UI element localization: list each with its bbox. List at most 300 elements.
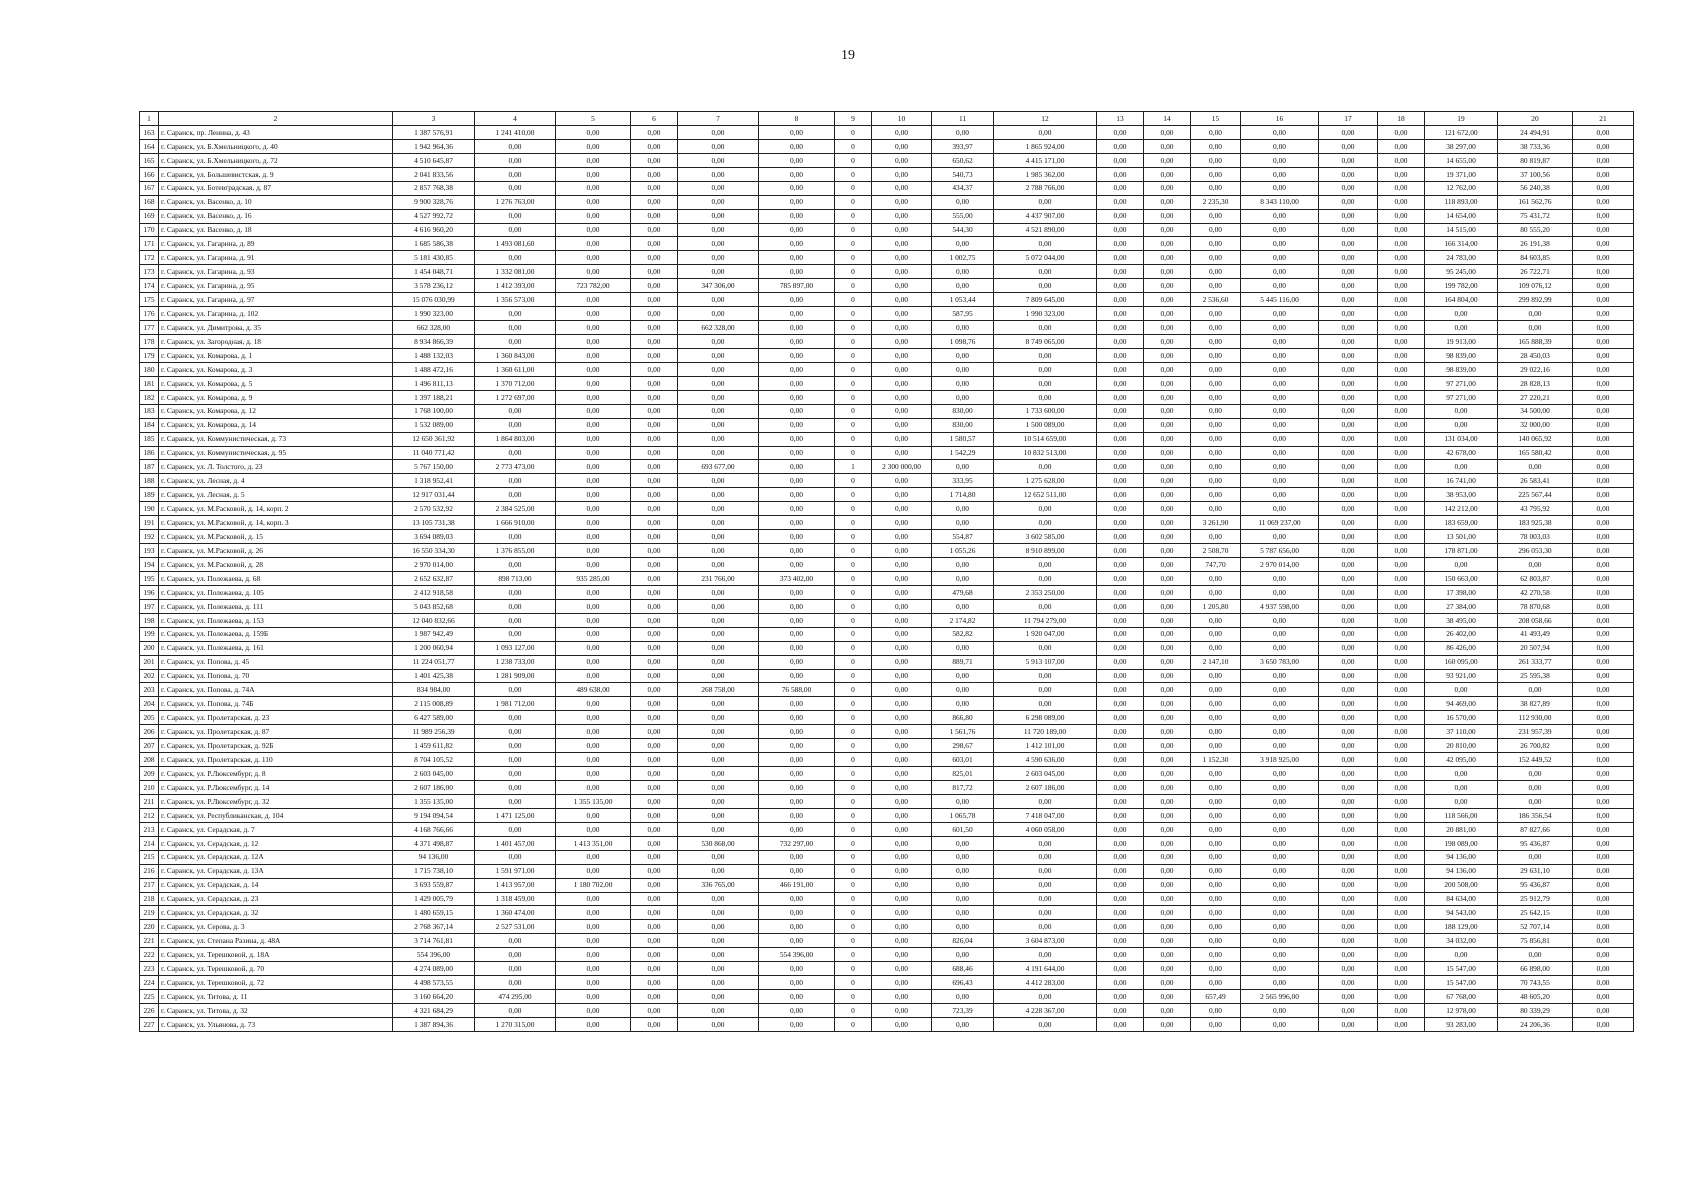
amount-cell: 2 565 996,00 <box>1241 990 1319 1004</box>
amount-cell: 0,00 <box>1191 1004 1241 1018</box>
column-number-cell: 17 <box>1319 112 1378 126</box>
amount-cell: 0,00 <box>678 1004 759 1018</box>
amount-cell: 0,00 <box>994 195 1097 209</box>
amount-cell: 186 356,54 <box>1498 808 1573 822</box>
amount-cell: 0,00 <box>759 432 835 446</box>
amount-cell: 1 401 457,00 <box>475 836 556 850</box>
amount-cell: 0,00 <box>1097 571 1144 585</box>
amount-cell: 0,00 <box>1319 627 1378 641</box>
amount-cell: 78 870,68 <box>1498 599 1573 613</box>
amount-cell: 0,00 <box>759 153 835 167</box>
amount-cell: 1 200 060,94 <box>393 641 475 655</box>
amount-cell: 0,00 <box>1573 544 1634 558</box>
amount-cell: 662 328,00 <box>678 321 759 335</box>
amount-cell: 38 953,00 <box>1425 488 1498 502</box>
amount-cell: 3 714 761,81 <box>393 934 475 948</box>
amount-cell: 0 <box>835 808 872 822</box>
amount-cell: 582,82 <box>932 627 994 641</box>
amount-cell: 25 912,79 <box>1498 892 1573 906</box>
amount-cell: 1 387 576,91 <box>393 125 475 139</box>
amount-cell: 889,71 <box>932 655 994 669</box>
amount-cell: 0,00 <box>1573 516 1634 530</box>
amount-cell: 0,00 <box>994 864 1097 878</box>
amount-cell: 0,00 <box>1319 502 1378 516</box>
amount-cell: 0 <box>835 209 872 223</box>
amount-cell: 0,00 <box>872 934 932 948</box>
column-number-cell: 7 <box>678 112 759 126</box>
amount-cell: 19 913,00 <box>1425 335 1498 349</box>
amount-cell: 0,00 <box>1241 167 1319 181</box>
amount-cell: 0,00 <box>1241 446 1319 460</box>
amount-cell: 0,00 <box>631 697 678 711</box>
amount-cell: 0 <box>835 265 872 279</box>
amount-cell: 0,00 <box>1498 794 1573 808</box>
amount-cell: 0,00 <box>1378 139 1425 153</box>
amount-cell: 0,00 <box>1097 488 1144 502</box>
amount-cell: 0,00 <box>1241 335 1319 349</box>
amount-cell: 0,00 <box>759 390 835 404</box>
amount-cell: 0,00 <box>872 376 932 390</box>
amount-cell: 0,00 <box>872 711 932 725</box>
table-row <box>140 223 1634 237</box>
amount-cell: 0,00 <box>1097 237 1144 251</box>
amount-cell: 0,00 <box>1144 697 1191 711</box>
row-index-cell: 227 <box>140 1017 159 1031</box>
amount-cell: 0,00 <box>932 502 994 516</box>
amount-cell: 0,00 <box>1573 1017 1634 1031</box>
amount-cell: 0,00 <box>556 167 631 181</box>
amount-cell: 0,00 <box>678 753 759 767</box>
row-index-cell: 210 <box>140 781 159 795</box>
amount-cell: 0,00 <box>872 418 932 432</box>
amount-cell: 0,00 <box>994 1017 1097 1031</box>
amount-cell: 0,00 <box>1378 418 1425 432</box>
amount-cell: 5 445 116,00 <box>1241 293 1319 307</box>
amount-cell: 0,00 <box>932 906 994 920</box>
amount-cell: 0,00 <box>759 237 835 251</box>
address-cell: г. Саранск, ул. Лесная, д. 5 <box>159 488 393 502</box>
amount-cell: 0,00 <box>475 850 556 864</box>
amount-cell: 0,00 <box>631 864 678 878</box>
amount-cell: 0,00 <box>759 460 835 474</box>
amount-cell: 0,00 <box>678 976 759 990</box>
amount-cell: 24 206,36 <box>1498 1017 1573 1031</box>
amount-cell: 14 655,00 <box>1425 153 1498 167</box>
amount-cell: 0,00 <box>1144 683 1191 697</box>
amount-cell: 0,00 <box>1378 195 1425 209</box>
amount-cell: 0,00 <box>759 167 835 181</box>
amount-cell: 0,00 <box>932 948 994 962</box>
amount-cell: 0,00 <box>1191 335 1241 349</box>
amount-cell: 0,00 <box>1573 976 1634 990</box>
column-number-cell: 15 <box>1191 112 1241 126</box>
table-row <box>140 432 1634 446</box>
amount-cell: 0 <box>835 195 872 209</box>
amount-cell: 0,00 <box>475 948 556 962</box>
amount-cell: 0,00 <box>1097 265 1144 279</box>
amount-cell: 540,73 <box>932 167 994 181</box>
amount-cell: 6 427 589,00 <box>393 711 475 725</box>
amount-cell: 0,00 <box>994 390 1097 404</box>
amount-cell: 1 987 942,49 <box>393 627 475 641</box>
amount-cell: 0,00 <box>631 390 678 404</box>
amount-cell: 0,00 <box>1378 530 1425 544</box>
amount-cell: 0,00 <box>631 460 678 474</box>
row-index-cell: 194 <box>140 558 159 572</box>
amount-cell: 0,00 <box>475 753 556 767</box>
amount-cell: 0,00 <box>1573 669 1634 683</box>
amount-cell: 0,00 <box>631 1017 678 1031</box>
amount-cell: 0 <box>835 502 872 516</box>
amount-cell: 0,00 <box>1191 153 1241 167</box>
amount-cell: 817,72 <box>932 781 994 795</box>
amount-cell: 336 765,00 <box>678 878 759 892</box>
amount-cell: 0,00 <box>1144 878 1191 892</box>
row-index-cell: 207 <box>140 739 159 753</box>
amount-cell: 0,00 <box>631 223 678 237</box>
amount-cell: 0,00 <box>1144 237 1191 251</box>
amount-cell: 0,00 <box>678 335 759 349</box>
row-index-cell: 180 <box>140 362 159 376</box>
amount-cell: 1 355 135,00 <box>556 794 631 808</box>
table-row <box>140 850 1634 864</box>
amount-cell: 0,00 <box>1191 167 1241 181</box>
amount-cell: 62 803,87 <box>1498 571 1573 585</box>
amount-cell: 0,00 <box>1319 613 1378 627</box>
row-index-cell: 189 <box>140 488 159 502</box>
address-cell: г. Саранск, ул. Серадская, д. 12А <box>159 850 393 864</box>
amount-cell: 0,00 <box>1144 139 1191 153</box>
address-cell: г. Саранск, ул. Серадская, д. 23 <box>159 892 393 906</box>
amount-cell: 0 <box>835 767 872 781</box>
amount-cell: 0,00 <box>556 781 631 795</box>
table-row <box>140 613 1634 627</box>
amount-cell: 0,00 <box>678 906 759 920</box>
amount-cell: 0,00 <box>556 209 631 223</box>
amount-cell: 0,00 <box>759 808 835 822</box>
amount-cell: 0,00 <box>1097 976 1144 990</box>
amount-cell: 0,00 <box>1241 237 1319 251</box>
amount-cell: 0,00 <box>1241 585 1319 599</box>
amount-cell: 0,00 <box>1191 321 1241 335</box>
table-row <box>140 697 1634 711</box>
amount-cell: 0,00 <box>556 850 631 864</box>
amount-cell: 0 <box>835 307 872 321</box>
amount-cell: 4 321 684,29 <box>393 1004 475 1018</box>
amount-cell: 97 271,00 <box>1425 390 1498 404</box>
table-row <box>140 627 1634 641</box>
amount-cell: 0,00 <box>556 892 631 906</box>
row-index-cell: 211 <box>140 794 159 808</box>
amount-cell: 0,00 <box>1241 962 1319 976</box>
address-cell: г. Саранск, ул. Б.Хмельницкого, д. 72 <box>159 153 393 167</box>
amount-cell: 0,00 <box>1241 1004 1319 1018</box>
amount-cell: 11 224 051,77 <box>393 655 475 669</box>
amount-cell: 0,00 <box>556 502 631 516</box>
amount-cell: 0,00 <box>631 446 678 460</box>
amount-cell: 0,00 <box>556 418 631 432</box>
row-index-cell: 186 <box>140 446 159 460</box>
amount-cell: 0,00 <box>1573 934 1634 948</box>
amount-cell: 165 888,39 <box>1498 335 1573 349</box>
amount-cell: 0,00 <box>1319 878 1378 892</box>
amount-cell: 0,00 <box>994 265 1097 279</box>
amount-cell: 0,00 <box>1319 362 1378 376</box>
amount-cell: 32 000,00 <box>1498 418 1573 432</box>
amount-cell: 0,00 <box>475 739 556 753</box>
amount-cell: 0,00 <box>1319 655 1378 669</box>
amount-cell: 0,00 <box>1241 697 1319 711</box>
amount-cell: 0,00 <box>1378 251 1425 265</box>
amount-cell: 723,39 <box>932 1004 994 1018</box>
address-cell: г. Саранск, ул. Терешковой, д. 18А <box>159 948 393 962</box>
address-cell: г. Саранск, ул. Полежаева, д. 68 <box>159 571 393 585</box>
amount-cell: 0,00 <box>1191 418 1241 432</box>
amount-cell: 0,00 <box>1498 321 1573 335</box>
amount-cell: 0,00 <box>1097 822 1144 836</box>
table-row <box>140 404 1634 418</box>
amount-cell: 0,00 <box>1319 404 1378 418</box>
amount-cell: 0,00 <box>872 599 932 613</box>
amount-cell: 3 578 236,12 <box>393 279 475 293</box>
address-cell: г. Саранск, ул. Полежаева, д. 111 <box>159 599 393 613</box>
column-number-cell: 2 <box>159 112 393 126</box>
amount-cell: 0,00 <box>1573 530 1634 544</box>
amount-cell: 0,00 <box>556 669 631 683</box>
amount-cell: 0,00 <box>1241 892 1319 906</box>
amount-cell: 0 <box>835 362 872 376</box>
amount-cell: 1 413 957,00 <box>475 878 556 892</box>
amount-cell: 0,00 <box>872 739 932 753</box>
row-index-cell: 176 <box>140 307 159 321</box>
amount-cell: 0,00 <box>1241 125 1319 139</box>
address-cell: г. Саранск, ул. Р.Люксембург, д. 8 <box>159 767 393 781</box>
amount-cell: 0,00 <box>631 990 678 1004</box>
amount-cell: 0,00 <box>1319 962 1378 976</box>
table-row <box>140 530 1634 544</box>
amount-cell: 0,00 <box>631 850 678 864</box>
table-row <box>140 711 1634 725</box>
amount-cell: 0,00 <box>872 293 932 307</box>
amount-cell: 0,00 <box>932 265 994 279</box>
amount-cell: 14 654,00 <box>1425 209 1498 223</box>
amount-cell: 80 819,87 <box>1498 153 1573 167</box>
address-cell: г. Саранск, ул. Серова, д. 3 <box>159 920 393 934</box>
amount-cell: 554 396,00 <box>393 948 475 962</box>
amount-cell: 0 <box>835 794 872 808</box>
amount-cell: 165 580,42 <box>1498 446 1573 460</box>
amount-cell: 1 666 910,00 <box>475 516 556 530</box>
amount-cell: 0,00 <box>1378 223 1425 237</box>
amount-cell: 0,00 <box>678 251 759 265</box>
amount-cell: 38 495,00 <box>1425 613 1498 627</box>
amount-cell: 0,00 <box>759 251 835 265</box>
amount-cell: 118 893,00 <box>1425 195 1498 209</box>
amount-cell: 1 488 132,03 <box>393 348 475 362</box>
amount-cell: 0,00 <box>1573 990 1634 1004</box>
amount-cell: 0,00 <box>1191 237 1241 251</box>
address-cell: г. Саранск, ул. Титова, д. 32 <box>159 1004 393 1018</box>
address-cell: г. Саранск, ул. Гагарина, д. 102 <box>159 307 393 321</box>
amount-cell: 4 060 058,00 <box>994 822 1097 836</box>
amount-cell: 0,00 <box>1319 669 1378 683</box>
table-row <box>140 502 1634 516</box>
amount-cell: 0,00 <box>759 613 835 627</box>
amount-cell: 0,00 <box>1378 739 1425 753</box>
amount-cell: 3 604 873,00 <box>994 934 1097 948</box>
amount-cell: 0,00 <box>1241 474 1319 488</box>
amount-cell: 2 508,70 <box>1191 544 1241 558</box>
amount-cell: 0,00 <box>759 125 835 139</box>
amount-cell: 834 984,00 <box>393 683 475 697</box>
amount-cell: 0,00 <box>678 516 759 530</box>
table-row <box>140 125 1634 139</box>
amount-cell: 1 053,44 <box>932 293 994 307</box>
amount-cell: 0,00 <box>932 237 994 251</box>
amount-cell: 0,00 <box>678 808 759 822</box>
amount-cell: 0,00 <box>678 474 759 488</box>
amount-cell: 0,00 <box>631 530 678 544</box>
amount-cell: 0,00 <box>475 488 556 502</box>
address-cell: г. Саранск, ул. Степана Разина, д. 48А <box>159 934 393 948</box>
table-row <box>140 892 1634 906</box>
row-index-cell: 200 <box>140 641 159 655</box>
amount-cell: 0,00 <box>1319 892 1378 906</box>
amount-cell: 0,00 <box>932 376 994 390</box>
amount-cell: 0,00 <box>1573 627 1634 641</box>
amount-cell: 0,00 <box>556 739 631 753</box>
amount-cell: 0,00 <box>994 125 1097 139</box>
amount-cell: 0,00 <box>1241 683 1319 697</box>
amount-cell: 0,00 <box>1241 348 1319 362</box>
amount-cell: 0,00 <box>678 265 759 279</box>
amount-cell: 0,00 <box>1319 418 1378 432</box>
table-row <box>140 251 1634 265</box>
amount-cell: 601,50 <box>932 822 994 836</box>
amount-cell: 0,00 <box>556 446 631 460</box>
amount-cell: 121 672,00 <box>1425 125 1498 139</box>
amount-cell: 0,00 <box>678 934 759 948</box>
amount-cell: 0,00 <box>872 474 932 488</box>
amount-cell: 268 758,00 <box>678 683 759 697</box>
amount-cell: 0,00 <box>872 906 932 920</box>
amount-cell: 11 069 237,00 <box>1241 516 1319 530</box>
amount-cell: 0,00 <box>872 585 932 599</box>
amount-cell: 0,00 <box>631 794 678 808</box>
amount-cell: 0,00 <box>556 223 631 237</box>
amount-cell: 0,00 <box>759 781 835 795</box>
amount-cell: 0,00 <box>678 209 759 223</box>
amount-cell: 56 240,38 <box>1498 181 1573 195</box>
amount-cell: 0,00 <box>1097 516 1144 530</box>
amount-cell: 0,00 <box>932 571 994 585</box>
amount-cell: 109 076,12 <box>1498 279 1573 293</box>
amount-cell: 0,00 <box>759 1017 835 1031</box>
column-number-cell: 21 <box>1573 112 1634 126</box>
table-body <box>140 125 1634 1031</box>
amount-cell: 0,00 <box>1097 613 1144 627</box>
amount-cell: 0,00 <box>475 209 556 223</box>
amount-cell: 0,00 <box>1378 502 1425 516</box>
amount-cell: 0,00 <box>678 822 759 836</box>
column-number-cell: 8 <box>759 112 835 126</box>
row-index-cell: 187 <box>140 460 159 474</box>
amount-cell: 0,00 <box>759 362 835 376</box>
amount-cell: 555,00 <box>932 209 994 223</box>
amount-cell: 0,00 <box>556 251 631 265</box>
row-index-cell: 173 <box>140 265 159 279</box>
amount-cell: 183 925,38 <box>1498 516 1573 530</box>
address-cell: г. Саранск, ул. Серадская, д. 7 <box>159 822 393 836</box>
amount-cell: 0,00 <box>556 404 631 418</box>
amount-cell: 554,87 <box>932 530 994 544</box>
amount-cell: 0,00 <box>1144 474 1191 488</box>
amount-cell: 0,00 <box>1097 446 1144 460</box>
amount-cell: 0 <box>835 850 872 864</box>
amount-cell: 0,00 <box>872 307 932 321</box>
amount-cell: 199 782,00 <box>1425 279 1498 293</box>
amount-cell: 0,00 <box>1378 362 1425 376</box>
amount-cell: 0,00 <box>759 725 835 739</box>
amount-cell: 0,00 <box>1097 153 1144 167</box>
amount-cell: 0,00 <box>759 335 835 349</box>
address-cell: г. Саранск, ул. М.Расковой, д. 28 <box>159 558 393 572</box>
column-number-cell: 9 <box>835 112 872 126</box>
address-cell: г. Саранск, ул. Р.Люксембург, д. 32 <box>159 794 393 808</box>
amount-cell: 0 <box>835 139 872 153</box>
amount-cell: 0,00 <box>1378 404 1425 418</box>
amount-cell: 0,00 <box>872 558 932 572</box>
amount-cell: 1 714,80 <box>932 488 994 502</box>
amount-cell: 2 412 918,58 <box>393 585 475 599</box>
amount-cell: 4 510 645,87 <box>393 153 475 167</box>
amount-cell: 2 788 766,00 <box>994 181 1097 195</box>
amount-cell: 1 471 125,00 <box>475 808 556 822</box>
address-cell: г. Саранск, ул. М.Расковой, д. 15 <box>159 530 393 544</box>
amount-cell: 67 768,00 <box>1425 990 1498 1004</box>
amount-cell: 17 398,00 <box>1425 585 1498 599</box>
amount-cell: 152 449,52 <box>1498 753 1573 767</box>
amount-cell: 0,00 <box>1319 376 1378 390</box>
table-row <box>140 794 1634 808</box>
amount-cell: 0,00 <box>1144 223 1191 237</box>
amount-cell: 866,80 <box>932 711 994 725</box>
amount-cell: 0,00 <box>872 948 932 962</box>
amount-cell: 0,00 <box>1144 767 1191 781</box>
amount-cell: 0,00 <box>1097 585 1144 599</box>
amount-cell: 0 <box>835 376 872 390</box>
amount-cell: 4 228 367,00 <box>994 1004 1097 1018</box>
amount-cell: 0,00 <box>1144 655 1191 669</box>
amount-cell: 0,00 <box>759 697 835 711</box>
amount-cell: 0,00 <box>1191 251 1241 265</box>
amount-cell: 0,00 <box>759 1004 835 1018</box>
amount-cell: 0,00 <box>1378 585 1425 599</box>
table-row <box>140 1004 1634 1018</box>
amount-cell: 693 677,00 <box>678 460 759 474</box>
amount-cell: 0,00 <box>759 669 835 683</box>
amount-cell: 0,00 <box>1097 195 1144 209</box>
amount-cell: 0,00 <box>1241 223 1319 237</box>
amount-cell: 13 105 731,38 <box>393 516 475 530</box>
amount-cell: 0,00 <box>759 864 835 878</box>
amount-cell: 142 212,00 <box>1425 502 1498 516</box>
column-number-cell: 20 <box>1498 112 1573 126</box>
amount-cell: 0,00 <box>1319 195 1378 209</box>
column-number-cell: 14 <box>1144 112 1191 126</box>
amount-cell: 0,00 <box>1144 892 1191 906</box>
amount-cell: 2 603 045,00 <box>994 767 1097 781</box>
